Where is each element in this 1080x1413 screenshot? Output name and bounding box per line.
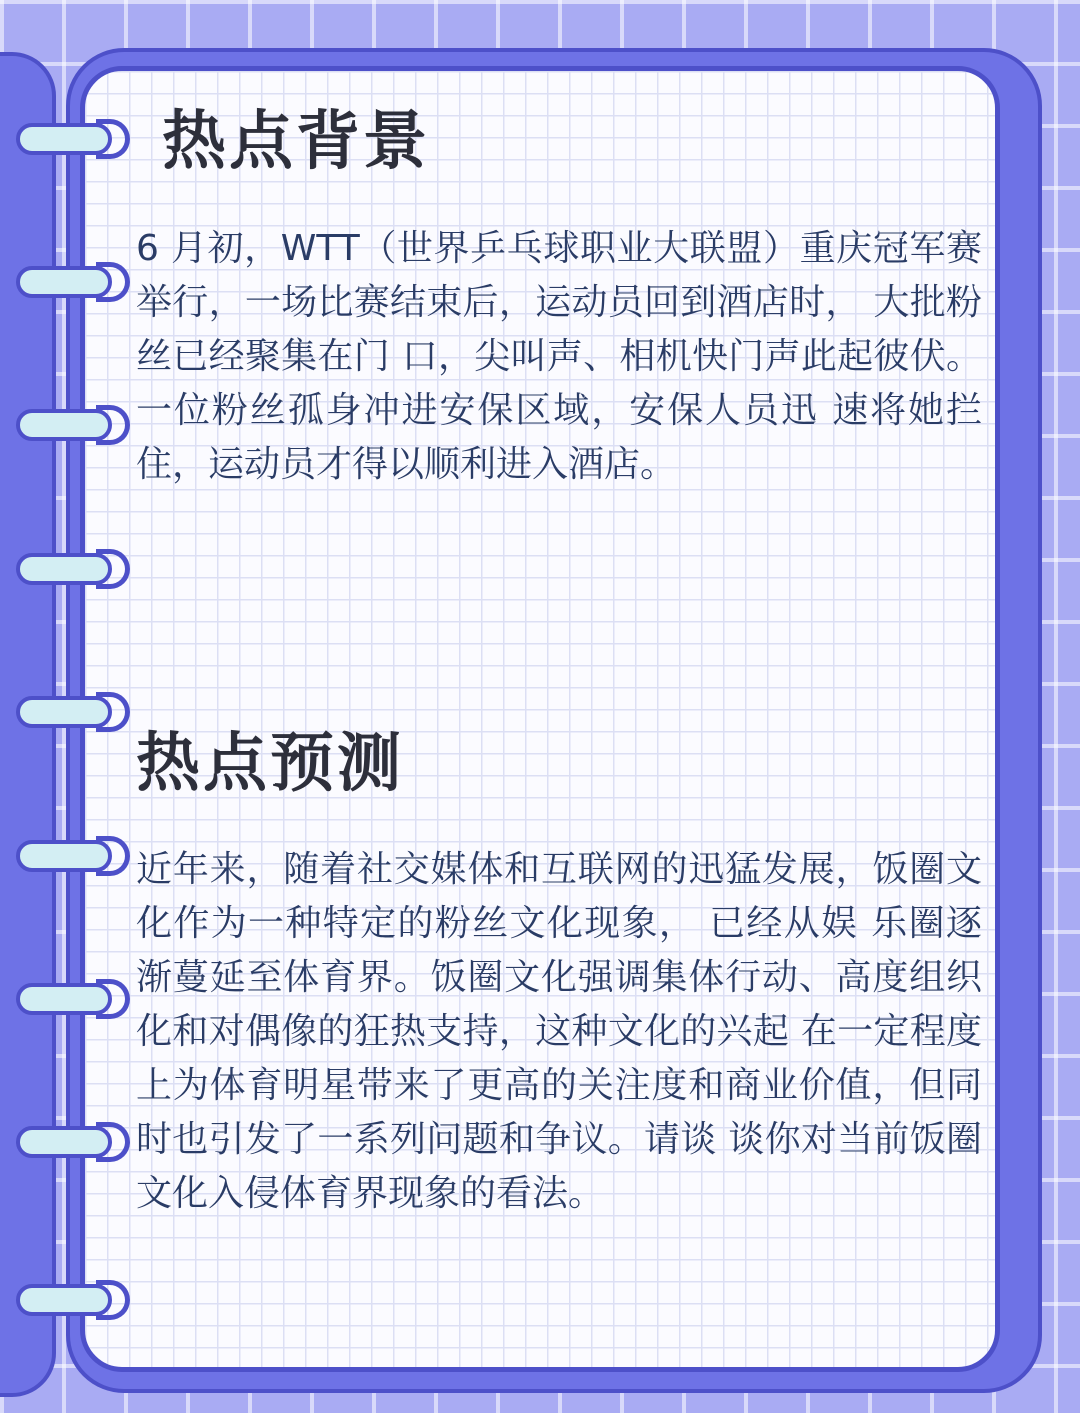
binder-ring xyxy=(16,262,130,302)
section-heading-prediction: 热点预测 xyxy=(136,727,404,801)
binder-ring xyxy=(16,1280,130,1320)
section-heading-background: 热点背景 xyxy=(162,105,430,179)
binder-ring xyxy=(16,1122,130,1162)
section-body-prediction: 近年来，随着社交媒体和互联网的迅猛发展，饭圈文化作为一种特定的粉丝文化现象， 已经从娱 乐圈逐渐蔓延至体育界。饭圈文化强调集体行动、高度组织化和对偶像的狂热支持，这种文化的兴起 在一定程度上为体育明星带来了更高的关注度和商业价值，但同时也引发了一系列问题和争议。请谈 谈你对当前饭圈文化入侵体育界现象的看法。 xyxy=(136,849,982,1214)
binder-ring xyxy=(16,979,130,1019)
binder-ring xyxy=(16,549,130,589)
binder-ring xyxy=(16,119,130,159)
binder-ring xyxy=(16,405,130,445)
section-body-background: 6 月初，WTT（世界乒乓球职业大联盟）重庆冠军赛举行，一场比赛结束后，运动员回到酒店时， 大批粉丝已经聚集在门 口，尖叫声、相机快门声此起彼伏。一位粉丝孤身冲进安保区域，安保人员迅 速将她拦住，运动员才得以顺利进入酒店。 xyxy=(136,228,982,485)
binder-ring xyxy=(16,836,130,876)
binder-ring xyxy=(16,692,130,732)
